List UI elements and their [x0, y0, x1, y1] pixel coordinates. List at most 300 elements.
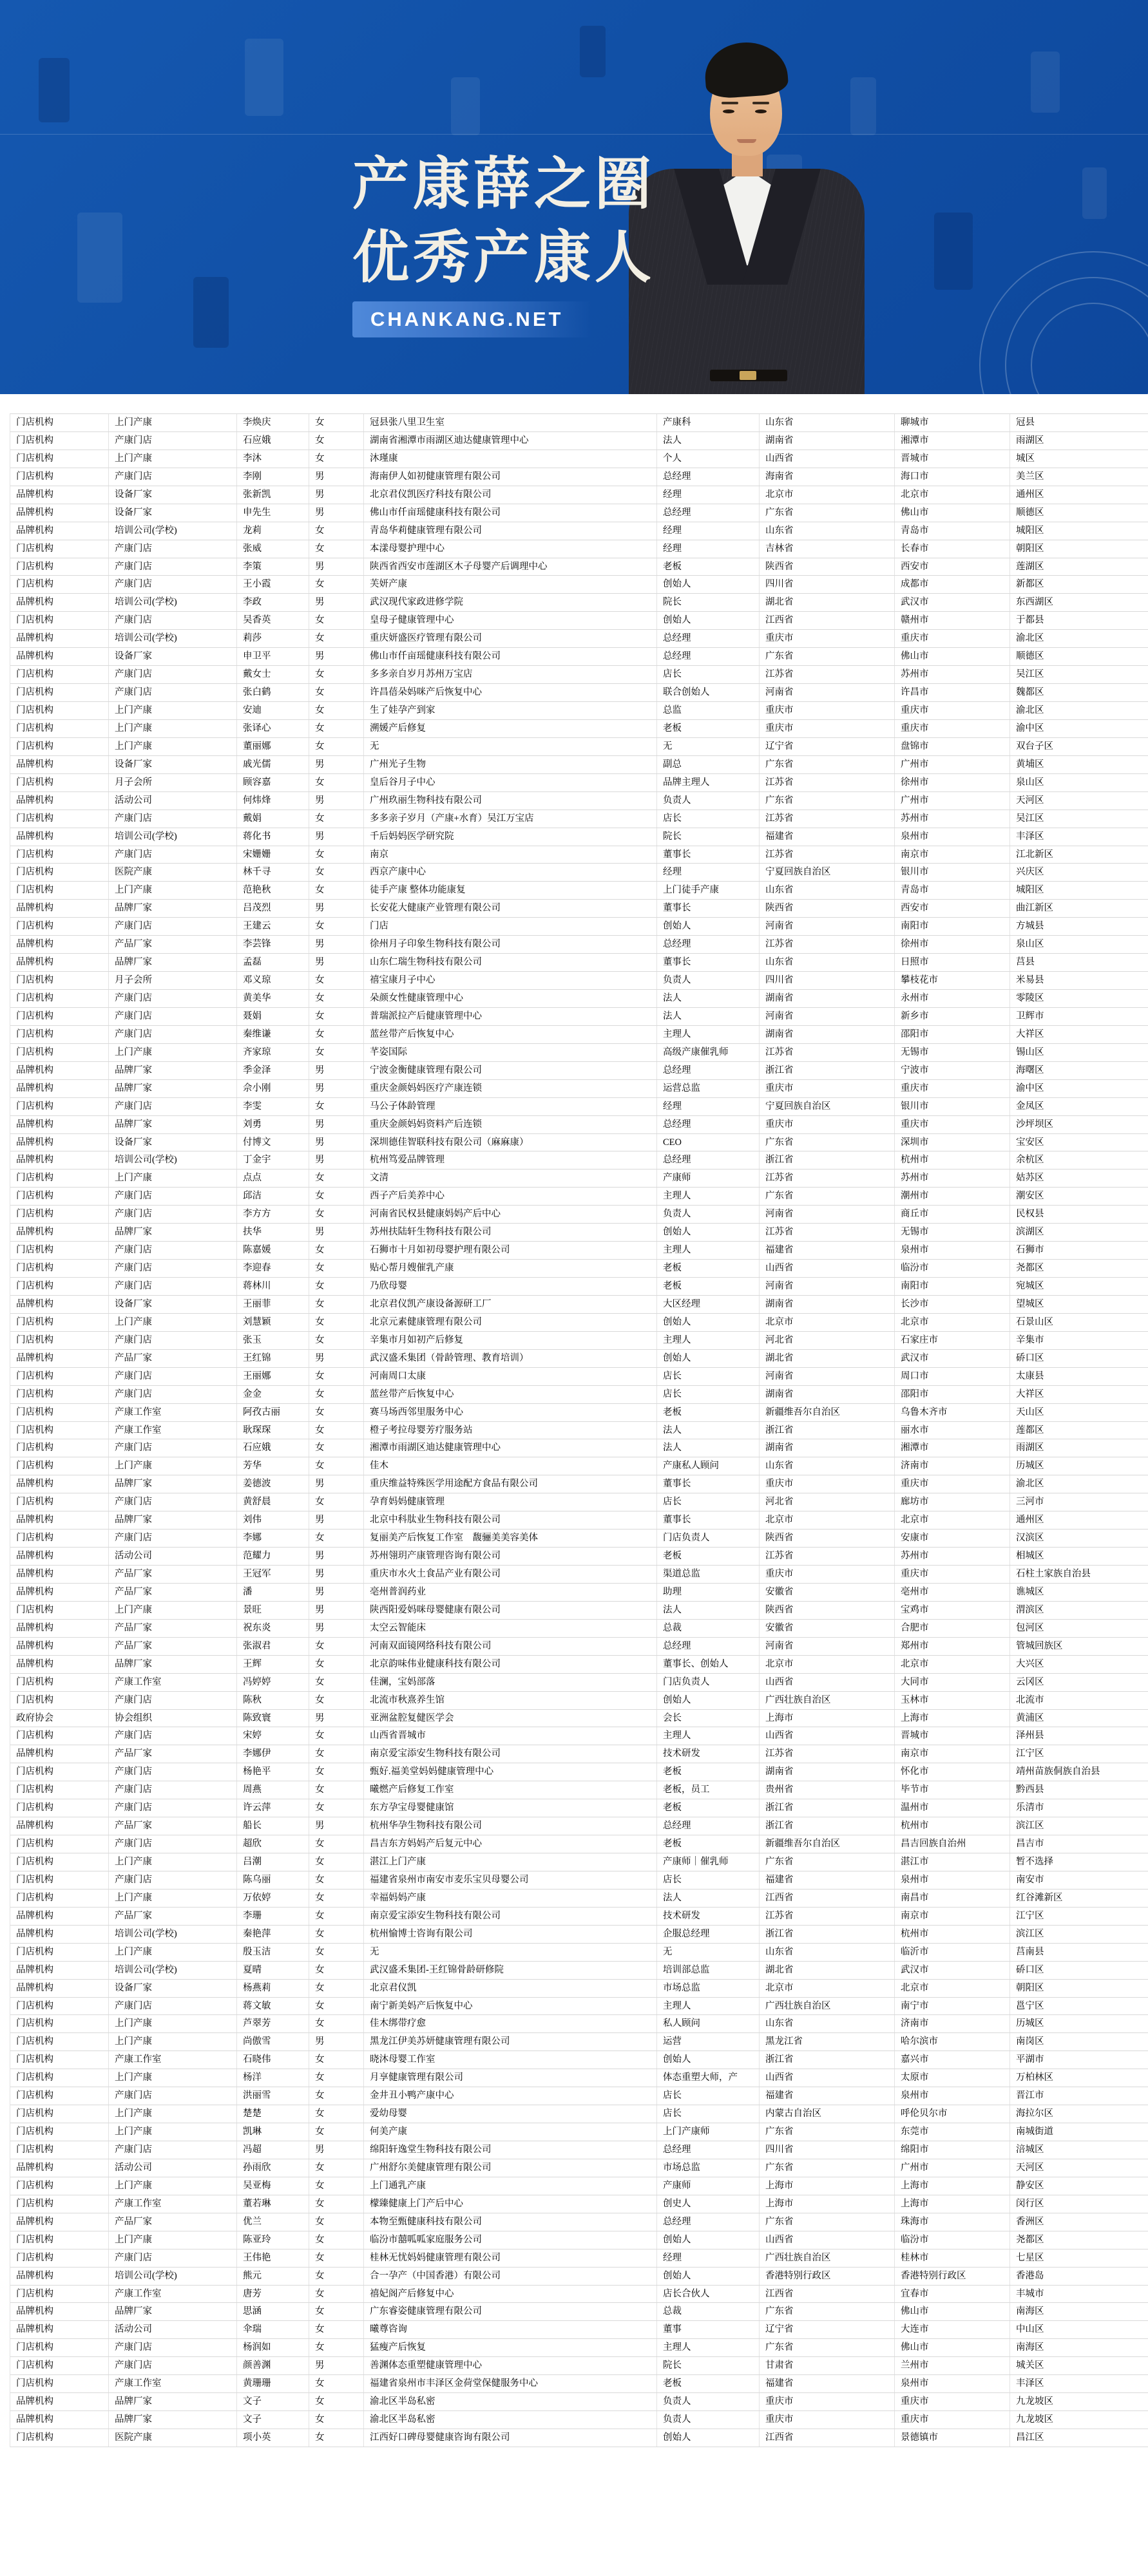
- cell-org_type: 品牌机构: [10, 1745, 109, 1763]
- cell-category: 上门产康: [109, 738, 237, 755]
- cell-org_type: 门店机构: [10, 2141, 109, 2159]
- banner-rings: [979, 251, 1148, 394]
- cell-position: 经理: [657, 540, 760, 558]
- cell-gender: 女: [309, 1170, 364, 1187]
- table-row: [10, 1044, 1148, 1062]
- cell-company: 皇母子健康管理中心: [364, 612, 657, 629]
- cell-city: 泉州市: [895, 828, 1010, 846]
- cell-category: 医院产康: [109, 2429, 237, 2447]
- cell-company: 善渊体态重塑健康管理中心: [364, 2357, 657, 2374]
- cell-position: 老板: [657, 1548, 760, 1565]
- cell-gender: 男: [309, 954, 364, 971]
- cell-person_name: 伞瑞: [237, 2321, 309, 2338]
- cell-gender: 男: [309, 1584, 364, 1601]
- cell-gender: 女: [309, 1871, 364, 1889]
- cell-district: 黄埔区: [1016, 759, 1044, 770]
- cell-category: 产康门店: [109, 684, 237, 701]
- banner: [0, 0, 1148, 394]
- cell-org_type: 品牌机构: [10, 2213, 109, 2231]
- cell-city: 宁波市: [895, 1062, 1010, 1079]
- cell-city: 重庆市: [895, 702, 1010, 719]
- cell-position: 法人: [657, 990, 760, 1007]
- cell-category: 设备厂家: [109, 1296, 237, 1313]
- cell-province: 重庆市: [760, 2393, 895, 2410]
- cell-position: 主理人: [657, 1332, 760, 1349]
- cell-org_type: 门店机构: [10, 468, 109, 486]
- cell-district: 黄浦区: [1016, 1712, 1044, 1723]
- cell-company: 青岛华莉健康管理有限公司: [364, 522, 657, 540]
- cell-company: 曦尊咨询: [364, 2321, 657, 2338]
- cell-category: 产品厂家: [109, 1620, 237, 1637]
- cell-gender: 女: [309, 1799, 364, 1817]
- cell-position: 法人: [657, 1602, 760, 1619]
- cell-person_name: 邓义琼: [237, 972, 309, 989]
- cell-company: 爱幼母婴: [364, 2105, 657, 2123]
- cell-person_name: 吴香英: [237, 612, 309, 629]
- cell-person_name: 范艳秋: [237, 882, 309, 899]
- cell-province: 福建省: [760, 2375, 895, 2392]
- cell-category: 上门产康: [109, 1044, 237, 1061]
- cell-company: 普瑞派拉产后健康管理中心: [364, 1008, 657, 1025]
- cell-category: 产康门店: [109, 1008, 237, 1025]
- table-row: [10, 1224, 1148, 1242]
- cell-category: 协会组织: [109, 1710, 237, 1727]
- cell-company: 本漾母婴护理中心: [364, 540, 657, 558]
- cell-gender: 女: [309, 774, 364, 791]
- cell-company: 禧宝康月子中心: [364, 972, 657, 989]
- cell-city: 怀化市: [895, 1763, 1010, 1781]
- cell-gender: 女: [309, 1386, 364, 1403]
- cell-province: 江西省: [760, 1889, 895, 1907]
- cell-gender: 男: [309, 1548, 364, 1565]
- cell-person_name: 莉莎: [237, 630, 309, 647]
- cell-position: 法人: [657, 432, 760, 450]
- cell-city: 长沙市: [895, 1296, 1010, 1313]
- cell-position: 董事长: [657, 954, 760, 971]
- cell-district: 九龙坡区: [1016, 2414, 1053, 2425]
- cell-company: 禧妃阁产后修复中心: [364, 2286, 657, 2303]
- cell-position: 会长: [657, 1710, 760, 1727]
- cell-province: 上海市: [760, 1710, 895, 1727]
- cell-org_type: 门店机构: [10, 1835, 109, 1853]
- cell-category: 产康门店: [109, 1835, 237, 1853]
- cell-person_name: 景旺: [237, 1602, 309, 1619]
- cell-company: 本物至甄健康科技有限公司: [364, 2213, 657, 2231]
- cell-province: 贵州省: [760, 1781, 895, 1799]
- cell-province: 河南省: [760, 1278, 895, 1295]
- cell-province: 江苏省: [760, 846, 895, 864]
- cell-category: 产康门店: [109, 1763, 237, 1781]
- cell-company: 甄好.福美堂妈妈健康管理中心: [364, 1763, 657, 1781]
- cell-person_name: 秦维谦: [237, 1026, 309, 1043]
- table-row: [10, 2321, 1148, 2339]
- cell-gender: 男: [309, 1350, 364, 1367]
- table-row: [10, 1493, 1148, 1511]
- cell-org_type: 门店机构: [10, 1170, 109, 1187]
- cell-company: 晓沐母婴工作室: [364, 2051, 657, 2069]
- table-row: [10, 1656, 1148, 1674]
- cell-person_name: 夏晴: [237, 1962, 309, 1979]
- cell-company: 武汉盛禾集团（骨龄管理、教育培训）: [364, 1350, 657, 1367]
- cell-position: 院长: [657, 828, 760, 846]
- cell-gender: 女: [309, 1422, 364, 1439]
- cell-province: 江苏省: [760, 936, 895, 953]
- cell-category: 产品厂家: [109, 936, 237, 953]
- cell-gender: 女: [309, 2159, 364, 2177]
- cell-person_name: 王红锦: [237, 1350, 309, 1367]
- cell-district: 天山区: [1016, 1406, 1044, 1417]
- table-row: [10, 1781, 1148, 1799]
- cell-province: 广东省: [760, 2159, 895, 2177]
- cell-province: 北京市: [760, 1980, 895, 1997]
- cell-person_name: 许云萍: [237, 1799, 309, 1817]
- cell-position: 董事长、创始人: [657, 1656, 760, 1673]
- cell-city: 济南市: [895, 2015, 1010, 2032]
- cell-province: 浙江省: [760, 1151, 895, 1169]
- cell-org_type: 品牌机构: [10, 1926, 109, 1943]
- cell-position: 私人顾问: [657, 2015, 760, 2032]
- cell-category: 上门产康: [109, 2123, 237, 2141]
- cell-district: 米易县: [1016, 975, 1044, 986]
- table-row: [10, 630, 1148, 648]
- cell-company: 临汾市囍呱呱家庭服务公司: [364, 2231, 657, 2249]
- cell-district: 滨湖区: [1016, 1227, 1044, 1238]
- cell-district: 硚口区: [1016, 1352, 1044, 1363]
- cell-category: 产康门店: [109, 990, 237, 1007]
- cell-person_name: 思涵: [237, 2303, 309, 2320]
- cell-category: 月子会所: [109, 774, 237, 791]
- banner-decoration: [451, 77, 480, 135]
- cell-person_name: 孟磊: [237, 954, 309, 971]
- cell-position: 店长: [657, 810, 760, 828]
- cell-org_type: 门店机构: [10, 1781, 109, 1799]
- table-row: [10, 1116, 1148, 1134]
- cell-person_name: 文子: [237, 2393, 309, 2410]
- cell-province: 山西省: [760, 2069, 895, 2087]
- cell-company: 生了娃孕产到家: [364, 702, 657, 719]
- cell-gender: 女: [309, 1332, 364, 1349]
- cell-position: 创史人: [657, 2195, 760, 2213]
- cell-company: 月享健康管理有限公司: [364, 2069, 657, 2087]
- cell-org_type: 门店机构: [10, 2123, 109, 2141]
- cell-company: 西子产后美养中心: [364, 1188, 657, 1205]
- cell-company: 重庆市水火土食品产业有限公司: [364, 1566, 657, 1583]
- cell-district: 暂不选择: [1016, 1857, 1053, 1867]
- cell-company: 福建省泉州市丰泽区金荷堂保健服务中心: [364, 2375, 657, 2392]
- cell-company: 太空云智能床: [364, 1620, 657, 1637]
- cell-company: 长安花大健康产业管理有限公司: [364, 900, 657, 917]
- cell-position: 产康私人顾问: [657, 1457, 760, 1475]
- directory-table: [10, 413, 1148, 2447]
- cell-province: 湖南省: [760, 1439, 895, 1457]
- table-row: [10, 1889, 1148, 1908]
- cell-province: 浙江省: [760, 2051, 895, 2069]
- cell-gender: 女: [309, 846, 364, 864]
- cell-position: 店长: [657, 1368, 760, 1385]
- cell-city: 合肥市: [895, 1620, 1010, 1637]
- cell-province: 山东省: [760, 882, 895, 899]
- table-row: [10, 1926, 1148, 1944]
- cell-city: 武汉市: [895, 1350, 1010, 1367]
- cell-company: 贴心帮月嫂催乳产康: [364, 1260, 657, 1277]
- cell-category: 产康门店: [109, 558, 237, 576]
- cell-company: 河南双面镜网络科技有限公司: [364, 1638, 657, 1655]
- cell-city: 杭州市: [895, 1151, 1010, 1169]
- cell-province: 北京市: [760, 1511, 895, 1529]
- cell-org_type: 门店机构: [10, 1386, 109, 1403]
- cell-province: 福建省: [760, 2087, 895, 2105]
- cell-city: 北京市: [895, 1314, 1010, 1331]
- cell-district: 海曙区: [1016, 1065, 1044, 1075]
- cell-company: 溯媛产后修复: [364, 720, 657, 737]
- cell-city: 桂林市: [895, 2249, 1010, 2267]
- cell-category: 产康工作室: [109, 1422, 237, 1439]
- cell-city: 苏州市: [895, 810, 1010, 828]
- cell-person_name: 李方方: [237, 1206, 309, 1223]
- cell-city: 东莞市: [895, 2123, 1010, 2141]
- cell-org_type: 门店机构: [10, 1332, 109, 1349]
- table-row: [10, 1548, 1148, 1566]
- cell-gender: 男: [309, 1566, 364, 1583]
- cell-province: 辽宁省: [760, 738, 895, 755]
- site-url[interactable]: CHANKANG.NET: [370, 308, 564, 330]
- cell-org_type: 品牌机构: [10, 2321, 109, 2338]
- cell-gender: 女: [309, 1889, 364, 1907]
- cell-category: 产康门店: [109, 666, 237, 683]
- cell-city: 邵阳市: [895, 1386, 1010, 1403]
- cell-category: 产康门店: [109, 576, 237, 593]
- cell-gender: 女: [309, 540, 364, 558]
- cell-org_type: 门店机构: [10, 558, 109, 576]
- cell-org_type: 门店机构: [10, 1278, 109, 1295]
- cell-category: 产康门店: [109, 1799, 237, 1817]
- cell-org_type: 门店机构: [10, 1493, 109, 1511]
- cell-district: 闵行区: [1016, 2198, 1044, 2209]
- cell-province: 山西省: [760, 2231, 895, 2249]
- cell-org_type: 品牌机构: [10, 2393, 109, 2410]
- cell-category: 品牌厂家: [109, 900, 237, 917]
- cell-province: 陕西省: [760, 1602, 895, 1619]
- table-row: [10, 1998, 1148, 2016]
- cell-position: 创始人: [657, 1314, 760, 1331]
- table-row: [10, 1062, 1148, 1080]
- site-link-band[interactable]: [352, 301, 592, 337]
- cell-gender: 男: [309, 1602, 364, 1619]
- cell-company: 武汉盛禾集团-王红锦骨龄研修院: [364, 1962, 657, 1979]
- cell-category: 产康门店: [109, 1206, 237, 1223]
- cell-company: 辛集市月如初产后修复: [364, 1332, 657, 1349]
- cell-city: 哈尔滨市: [895, 2033, 1010, 2050]
- cell-org_type: 门店机构: [10, 1008, 109, 1025]
- cell-province: 安徽省: [760, 1620, 895, 1637]
- cell-org_type: 门店机构: [10, 990, 109, 1007]
- cell-gender: 女: [309, 2286, 364, 2303]
- cell-province: 河北省: [760, 1493, 895, 1511]
- cell-org_type: 品牌机构: [10, 1980, 109, 1997]
- cell-district: 雨湖区: [1016, 1443, 1044, 1454]
- cell-position: 董事长: [657, 846, 760, 864]
- table-row: [10, 1710, 1148, 1728]
- portrait-hair: [703, 40, 789, 100]
- cell-category: 产品厂家: [109, 1638, 237, 1655]
- cell-org_type: 门店机构: [10, 432, 109, 450]
- cell-province: 江苏省: [760, 1908, 895, 1925]
- cell-company: 朵颜女性健康管理中心: [364, 990, 657, 1007]
- table-row: [10, 954, 1148, 972]
- cell-position: 体态重塑大师，产: [657, 2069, 760, 2087]
- cell-category: 产品厂家: [109, 1566, 237, 1583]
- cell-category: 产康门店: [109, 468, 237, 486]
- cell-province: 山东省: [760, 414, 895, 431]
- cell-city: 徐州市: [895, 936, 1010, 953]
- cell-district: 泽州县: [1016, 1730, 1044, 1741]
- cell-company: 陕西省西安市莲湖区木子母婴产后调理中心: [364, 558, 657, 576]
- cell-city: 石家庄市: [895, 1332, 1010, 1349]
- cell-company: 杭州华孕生物科技有限公司: [364, 1817, 657, 1835]
- cell-company: 南宁新美妈产后恢复中心: [364, 1998, 657, 2015]
- cell-province: 江西省: [760, 612, 895, 629]
- cell-district: 宝安区: [1016, 1137, 1044, 1148]
- banner-decoration: [1082, 167, 1107, 219]
- table-row: [10, 720, 1148, 738]
- cell-category: 产康门店: [109, 1439, 237, 1457]
- table-row: [10, 1638, 1148, 1656]
- cell-province: 重庆市: [760, 720, 895, 737]
- cell-company: 皇后谷月子中心: [364, 774, 657, 791]
- cell-org_type: 品牌机构: [10, 1908, 109, 1925]
- cell-district: 昌江区: [1016, 2432, 1044, 2443]
- table-row: [10, 1799, 1148, 1817]
- cell-gender: 女: [309, 2429, 364, 2447]
- cell-district: 黔西县: [1016, 1785, 1044, 1795]
- cell-category: 培训公司(学校): [109, 594, 237, 611]
- cell-company: 重庆维益特殊医学用途配方食品有限公司: [364, 1475, 657, 1493]
- cell-company: 徐州月子印象生物科技有限公司: [364, 936, 657, 953]
- cell-person_name: 项小英: [237, 2429, 309, 2447]
- table-row: [10, 918, 1148, 936]
- banner-decoration: [193, 277, 229, 348]
- cell-district: 万柏林区: [1016, 2072, 1053, 2083]
- cell-province: 重庆市: [760, 1475, 895, 1493]
- cell-position: 店长合伙人: [657, 2286, 760, 2303]
- cell-org_type: 品牌机构: [10, 1548, 109, 1565]
- cell-gender: 女: [309, 2393, 364, 2410]
- cell-position: 董事长: [657, 900, 760, 917]
- cell-company: 门店: [364, 918, 657, 935]
- cell-org_type: 门店机构: [10, 702, 109, 719]
- cell-district: 顺德区: [1016, 651, 1044, 662]
- cell-district: 相城区: [1016, 1551, 1044, 1562]
- table-row: [10, 1727, 1148, 1745]
- cell-city: 大同市: [895, 1674, 1010, 1691]
- cell-category: 产康门店: [109, 1026, 237, 1043]
- table-row: [10, 810, 1148, 828]
- cell-company: 湖南省湘潭市雨湖区迪达健康管理中心: [364, 432, 657, 450]
- cell-person_name: 王小霞: [237, 576, 309, 593]
- table-row: [10, 756, 1148, 774]
- cell-city: 武汉市: [895, 1962, 1010, 1979]
- cell-org_type: 品牌机构: [10, 1620, 109, 1637]
- cell-gender: 男: [309, 1710, 364, 1727]
- cell-person_name: 吕潮: [237, 1853, 309, 1871]
- table-row: [10, 594, 1148, 612]
- cell-city: 重庆市: [895, 720, 1010, 737]
- cell-district: 滨江区: [1016, 1928, 1044, 1939]
- cell-district: 九龙坡区: [1016, 2396, 1053, 2407]
- cell-person_name: 李雯: [237, 1098, 309, 1115]
- cell-person_name: 李芸锋: [237, 936, 309, 953]
- cell-province: 山东省: [760, 522, 895, 540]
- cell-org_type: 品牌机构: [10, 2159, 109, 2177]
- cell-province: 浙江省: [760, 1422, 895, 1439]
- cell-category: 产康门店: [109, 2141, 237, 2159]
- cell-category: 上门产康: [109, 2231, 237, 2249]
- table-row: [10, 1674, 1148, 1692]
- cell-company: 山西省晋城市: [364, 1727, 657, 1745]
- cell-category: 上门产康: [109, 1170, 237, 1187]
- cell-person_name: 何炜烽: [237, 792, 309, 810]
- table-row: [10, 1944, 1148, 1962]
- table-row: [10, 450, 1148, 468]
- cell-position: 产康师: [657, 1170, 760, 1187]
- cell-org_type: 品牌机构: [10, 1566, 109, 1583]
- cell-category: 产康门店: [109, 1530, 237, 1547]
- cell-position: 董事: [657, 2321, 760, 2338]
- cell-city: 西安市: [895, 558, 1010, 576]
- cell-category: 活动公司: [109, 2321, 237, 2338]
- cell-gender: 女: [309, 2051, 364, 2069]
- cell-category: 产康门店: [109, 1386, 237, 1403]
- cell-company: 河南省民权县健康妈妈产后中心: [364, 1206, 657, 1223]
- cell-gender: 女: [309, 2195, 364, 2213]
- cell-org_type: 门店机构: [10, 1727, 109, 1745]
- cell-district: 城阳区: [1016, 525, 1044, 536]
- cell-district: 金凤区: [1016, 1101, 1044, 1112]
- cell-district: 渝中区: [1016, 1083, 1044, 1094]
- cell-city: 苏州市: [895, 1170, 1010, 1187]
- cell-position: 创始人: [657, 2051, 760, 2069]
- cell-province: 广东省: [760, 792, 895, 810]
- cell-city: 香港特别行政区: [895, 2268, 1010, 2285]
- cell-position: 创始人: [657, 2231, 760, 2249]
- table-row: [10, 2177, 1148, 2195]
- cell-person_name: 宋姗姗: [237, 846, 309, 864]
- cell-gender: 男: [309, 936, 364, 953]
- cell-province: 江苏省: [760, 1044, 895, 1061]
- cell-gender: 女: [309, 1206, 364, 1223]
- cell-company: 无: [364, 1944, 657, 1961]
- cell-district: 朝阳区: [1016, 1982, 1044, 1993]
- cell-position: 院长: [657, 2357, 760, 2374]
- cell-city: 济南市: [895, 1457, 1010, 1475]
- cell-district: 南海区: [1016, 2342, 1044, 2353]
- cell-city: 商丘市: [895, 1206, 1010, 1223]
- cell-person_name: 陈嘉媛: [237, 1242, 309, 1259]
- cell-category: 产康门店: [109, 540, 237, 558]
- cell-district: 涪城区: [1016, 2145, 1044, 2155]
- cell-position: 主理人: [657, 1998, 760, 2015]
- cell-gender: 女: [309, 1926, 364, 1943]
- cell-gender: 男: [309, 504, 364, 522]
- cell-org_type: 门店机构: [10, 2105, 109, 2123]
- cell-category: 产康门店: [109, 1278, 237, 1295]
- cell-person_name: 蒋林川: [237, 1278, 309, 1295]
- table-row: [10, 990, 1148, 1008]
- cell-city: 北京市: [895, 486, 1010, 504]
- cell-category: 产康工作室: [109, 2375, 237, 2392]
- cell-district: 于都县: [1016, 615, 1044, 626]
- cell-category: 产康门店: [109, 1727, 237, 1745]
